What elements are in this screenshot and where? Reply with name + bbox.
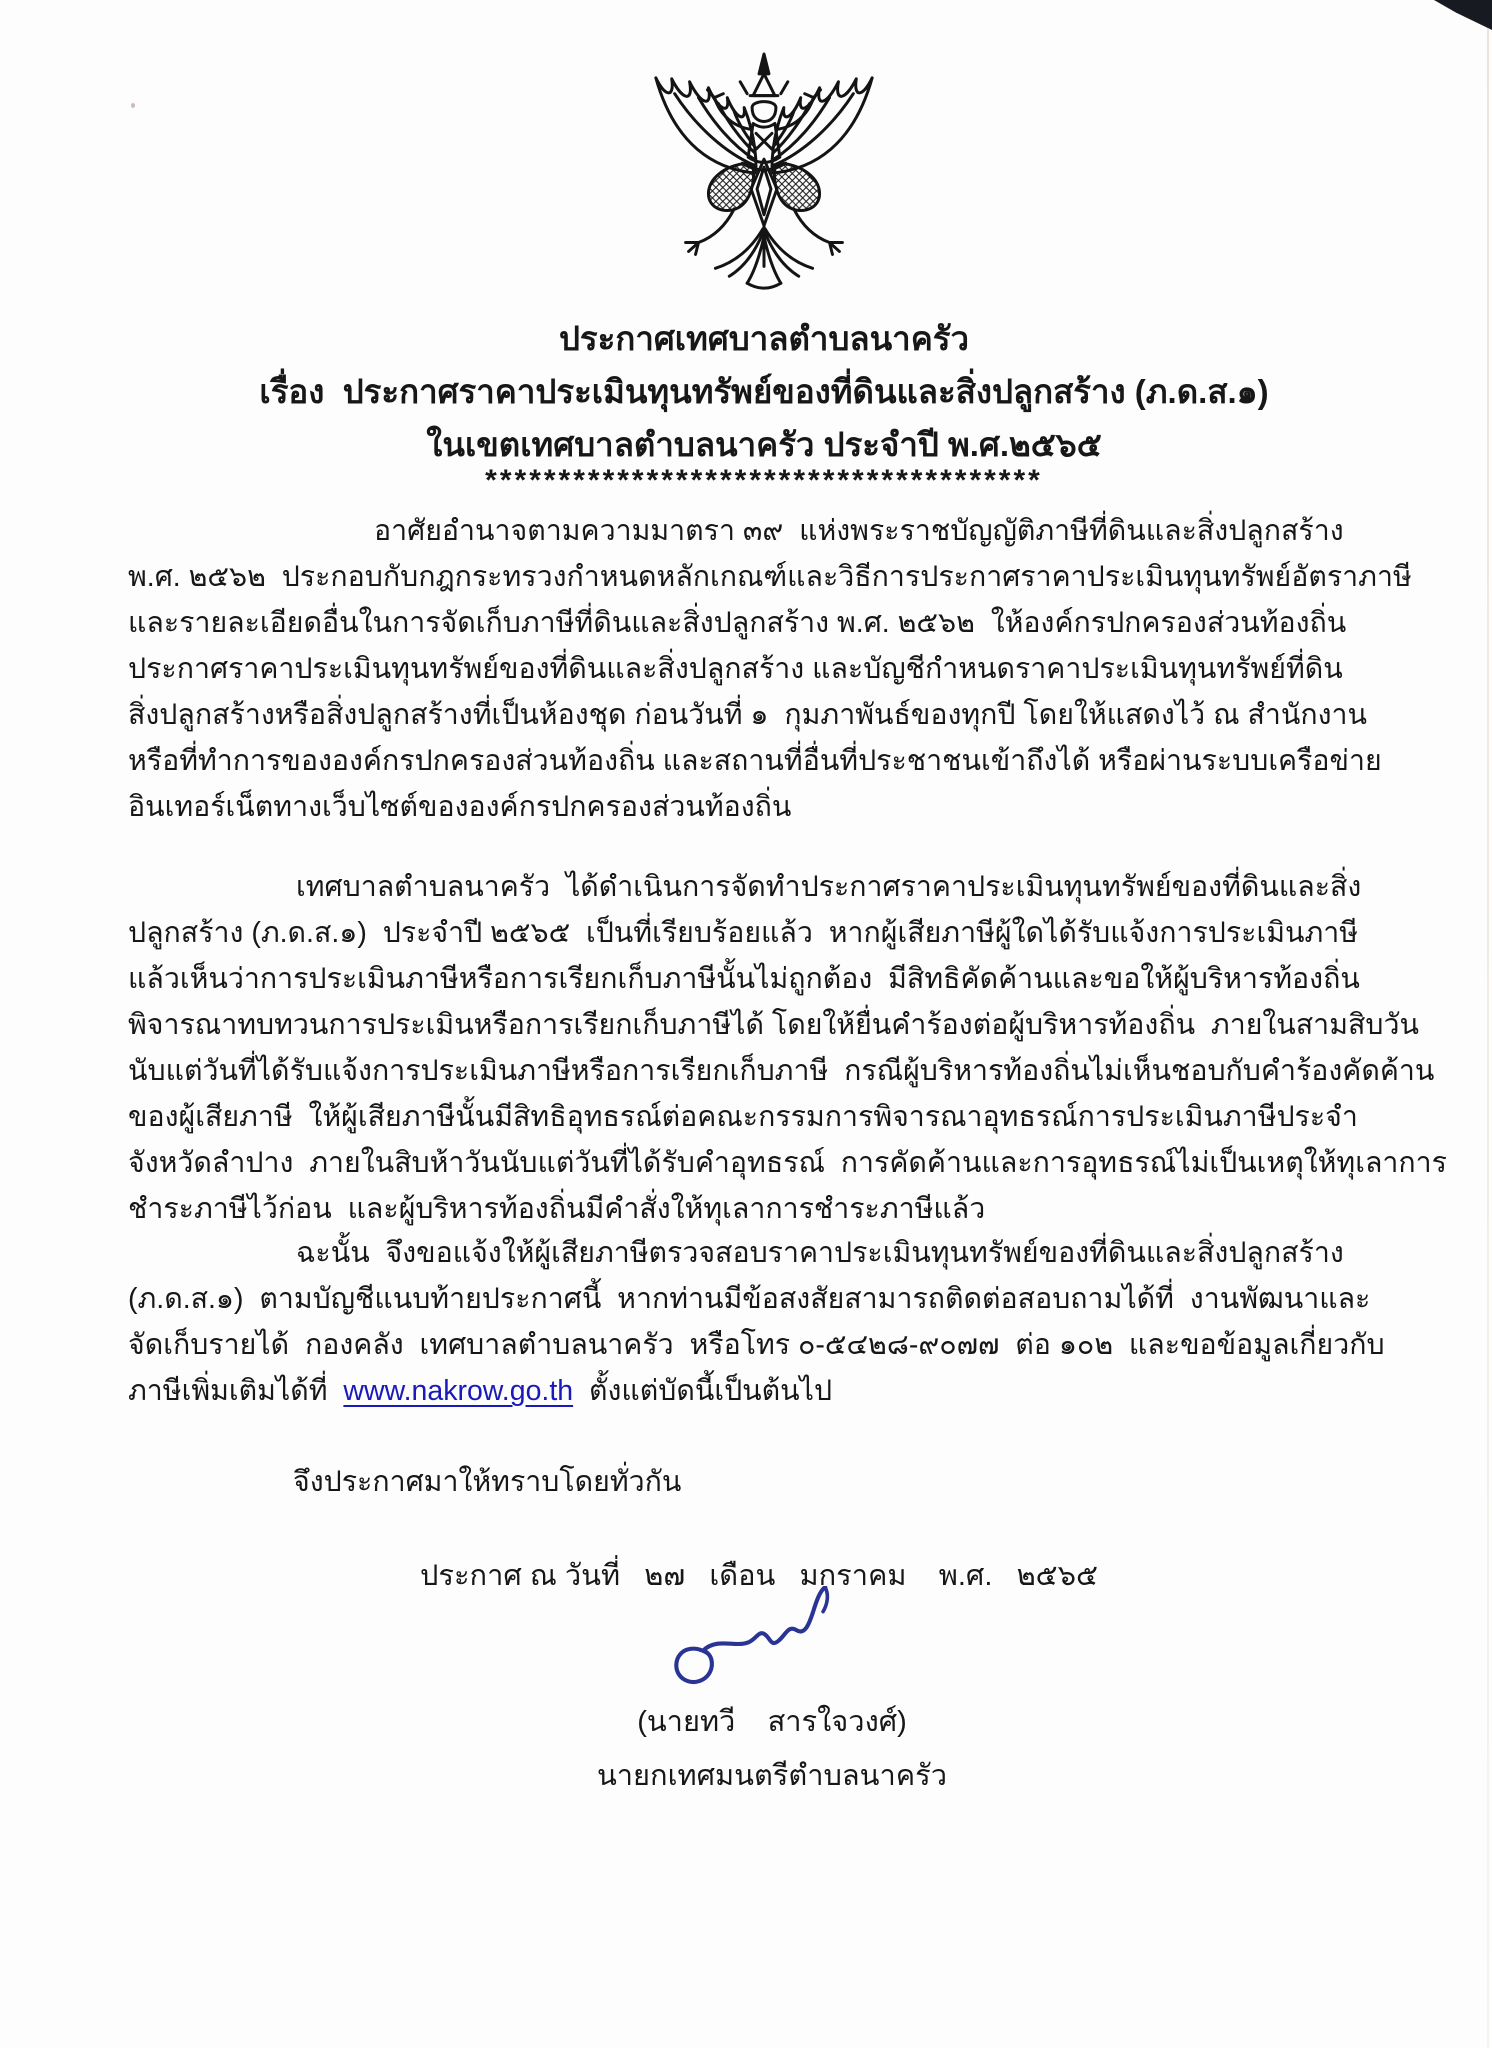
signatory-name: (นายทวี สารใจวงศ์) (637, 1706, 907, 1738)
text-line: ประกาศราคาประเมินทุนทรัพย์ของที่ดินและสิ่งปลูกสร้าง และบัญชีกำหนดราคาประเมินทุนทรัพย์ที่ดิน (128, 653, 1343, 685)
paragraph-legal-basis (128, 508, 1412, 830)
text-line: ชำระภาษีไว้ก่อน และผู้บริหารท้องถิ่นมีคำสั่งให้ทุเลาการชำระภาษีแล้ว (128, 1193, 986, 1225)
text-line: พิจารณาทบทวนการประเมินหรือการเรียกเก็บภาษีได้ โดยให้ยื่นคำร้องต่อผู้บริหารท้องถิ่น ภายในสามสิบวัน (128, 1009, 1419, 1041)
text-line: นับแต่วันที่ได้รับแจ้งการประเมินภาษีหรือการเรียกเก็บภาษี กรณีผู้บริหารท้องถิ่นไม่เห็นชอบกับคำร้องคัดค้าน (128, 1055, 1435, 1087)
website-prefix-text: ภาษีเพิ่มเติมได้ที่ (128, 1375, 344, 1407)
closing-line: จึงประกาศมาให้ทราบโดยทั่วกัน (293, 1466, 682, 1498)
paragraph-contact-info (128, 1230, 1402, 1368)
garuda-emblem (613, 52, 915, 310)
subject-line: เรื่อง ประกาศราคาประเมินทุนทรัพย์ของที่ดินและสิ่งปลูกสร้าง (ภ.ด.ส.๑) (259, 373, 1269, 410)
text-line: ของผู้เสียภาษี ให้ผู้เสียภาษีนั้นมีสิทธิอุทธรณ์ต่อคณะกรรมการพิจารณาอุทธรณ์การประเมินภาษีประจำ (128, 1101, 1358, 1133)
star-divider: ************************************** (485, 464, 1043, 497)
text-line: อินเทอร์เน็ตทางเว็บไซต์ขององค์กรปกครองส่วนท้องถิ่น (128, 791, 792, 823)
signatory-position: นายกเทศมนตรีตำบลนาครัว (596, 1760, 948, 1792)
date-line: ประกาศ ณ วันที่ ๒๗ เดือน มกราคม พ.ศ. ๒๕๖๕ (420, 1560, 1098, 1592)
text-line: อาศัยอำนาจตามความมาตรา ๓๙ แห่งพระราชบัญญัติภาษีที่ดินและสิ่งปลูกสร้าง (374, 515, 1344, 547)
paragraph-contact-last-line (128, 1368, 832, 1414)
text-line: (ภ.ด.ส.๑) ตามบัญชีแนบท้ายประกาศนี้ หากท่านมีข้อสงสัยสามารถติดต่อสอบถามได้ที่ งานพัฒนาและ (128, 1283, 1371, 1315)
website-suffix-text: ตั้งแต่บัดนี้เป็นต้นไป (573, 1375, 833, 1407)
text-line: จัดเก็บรายได้ กองคลัง เทศบาลตำบลนาครัว หรือโทร ๐-๕๔๒๘-๙๐๗๗ ต่อ ๑๐๒ และขอข้อมูลเกี่ยวกับ (128, 1329, 1385, 1361)
scope-line: ในเขตเทศบาลตำบลนาครัว ประจำปี พ.ศ.๒๕๖๕ (426, 426, 1102, 463)
page-title: ประกาศเทศบาลตำบลนาครัว (558, 320, 970, 357)
text-line: เทศบาลตำบลนาครัว ได้ดำเนินการจัดทำประกาศราคาประเมินทุนทรัพย์ของที่ดินและสิ่ง (296, 871, 1362, 903)
text-line: ปลูกสร้าง (ภ.ด.ส.๑) ประจำปี ๒๕๖๕ เป็นที่เรียบร้อยแล้ว หากผู้เสียภาษีผู้ใดได้รับแจ้งการประเมินภาษี (128, 917, 1359, 949)
signature-handwriting (648, 1586, 873, 1704)
scan-speck (131, 103, 135, 108)
text-line: สิ่งปลูกสร้างหรือสิ่งปลูกสร้างที่เป็นห้องชุด ก่อนวันที่ ๑ กุมภาพันธ์ของทุกปี โดยให้แสดงไว้ ณ สำนักงาน (128, 699, 1367, 731)
text-line: จังหวัดลำปาง ภายในสิบห้าวันนับแต่วันที่ได้รับคำอุทธรณ์ การคัดค้านและการอุทธรณ์ไม่เป็นเหตุให้ทุเลาการ (128, 1147, 1447, 1179)
text-line: พ.ศ. ๒๕๖๒ ประกอบกับกฎกระทรวงกำหนดหลักเกณฑ์และวิธีการประกาศราคาประเมินทุนทรัพย์อัตราภาษี (128, 561, 1412, 593)
text-line: ฉะนั้น จึงขอแจ้งให้ผู้เสียภาษีตรวจสอบราคาประเมินทุนทรัพย์ของที่ดินและสิ่งปลูกสร้าง (296, 1237, 1344, 1269)
scan-corner-artifact (1434, 0, 1492, 30)
paragraph-assessment-notice (128, 864, 1447, 1232)
text-line: และรายละเอียดอื่นในการจัดเก็บภาษีที่ดินและสิ่งปลูกสร้าง พ.ศ. ๒๕๖๒ ให้องค์กรปกครองส่วนท้องถิ่น (128, 607, 1347, 639)
website-link[interactable]: www.nakrow.go.th (343, 1375, 574, 1407)
text-line: แล้วเห็นว่าการประเมินภาษีหรือการเรียกเก็บภาษีนั้นไม่ถูกต้อง มีสิทธิคัดค้านและขอให้ผู้บริหารท้องถิ่น (128, 963, 1360, 995)
text-line: หรือที่ทำการขององค์กรปกครองส่วนท้องถิ่น และสถานที่อื่นที่ประชาชนเข้าถึงได้ หรือผ่านระบบเครือข่าย (128, 745, 1382, 777)
